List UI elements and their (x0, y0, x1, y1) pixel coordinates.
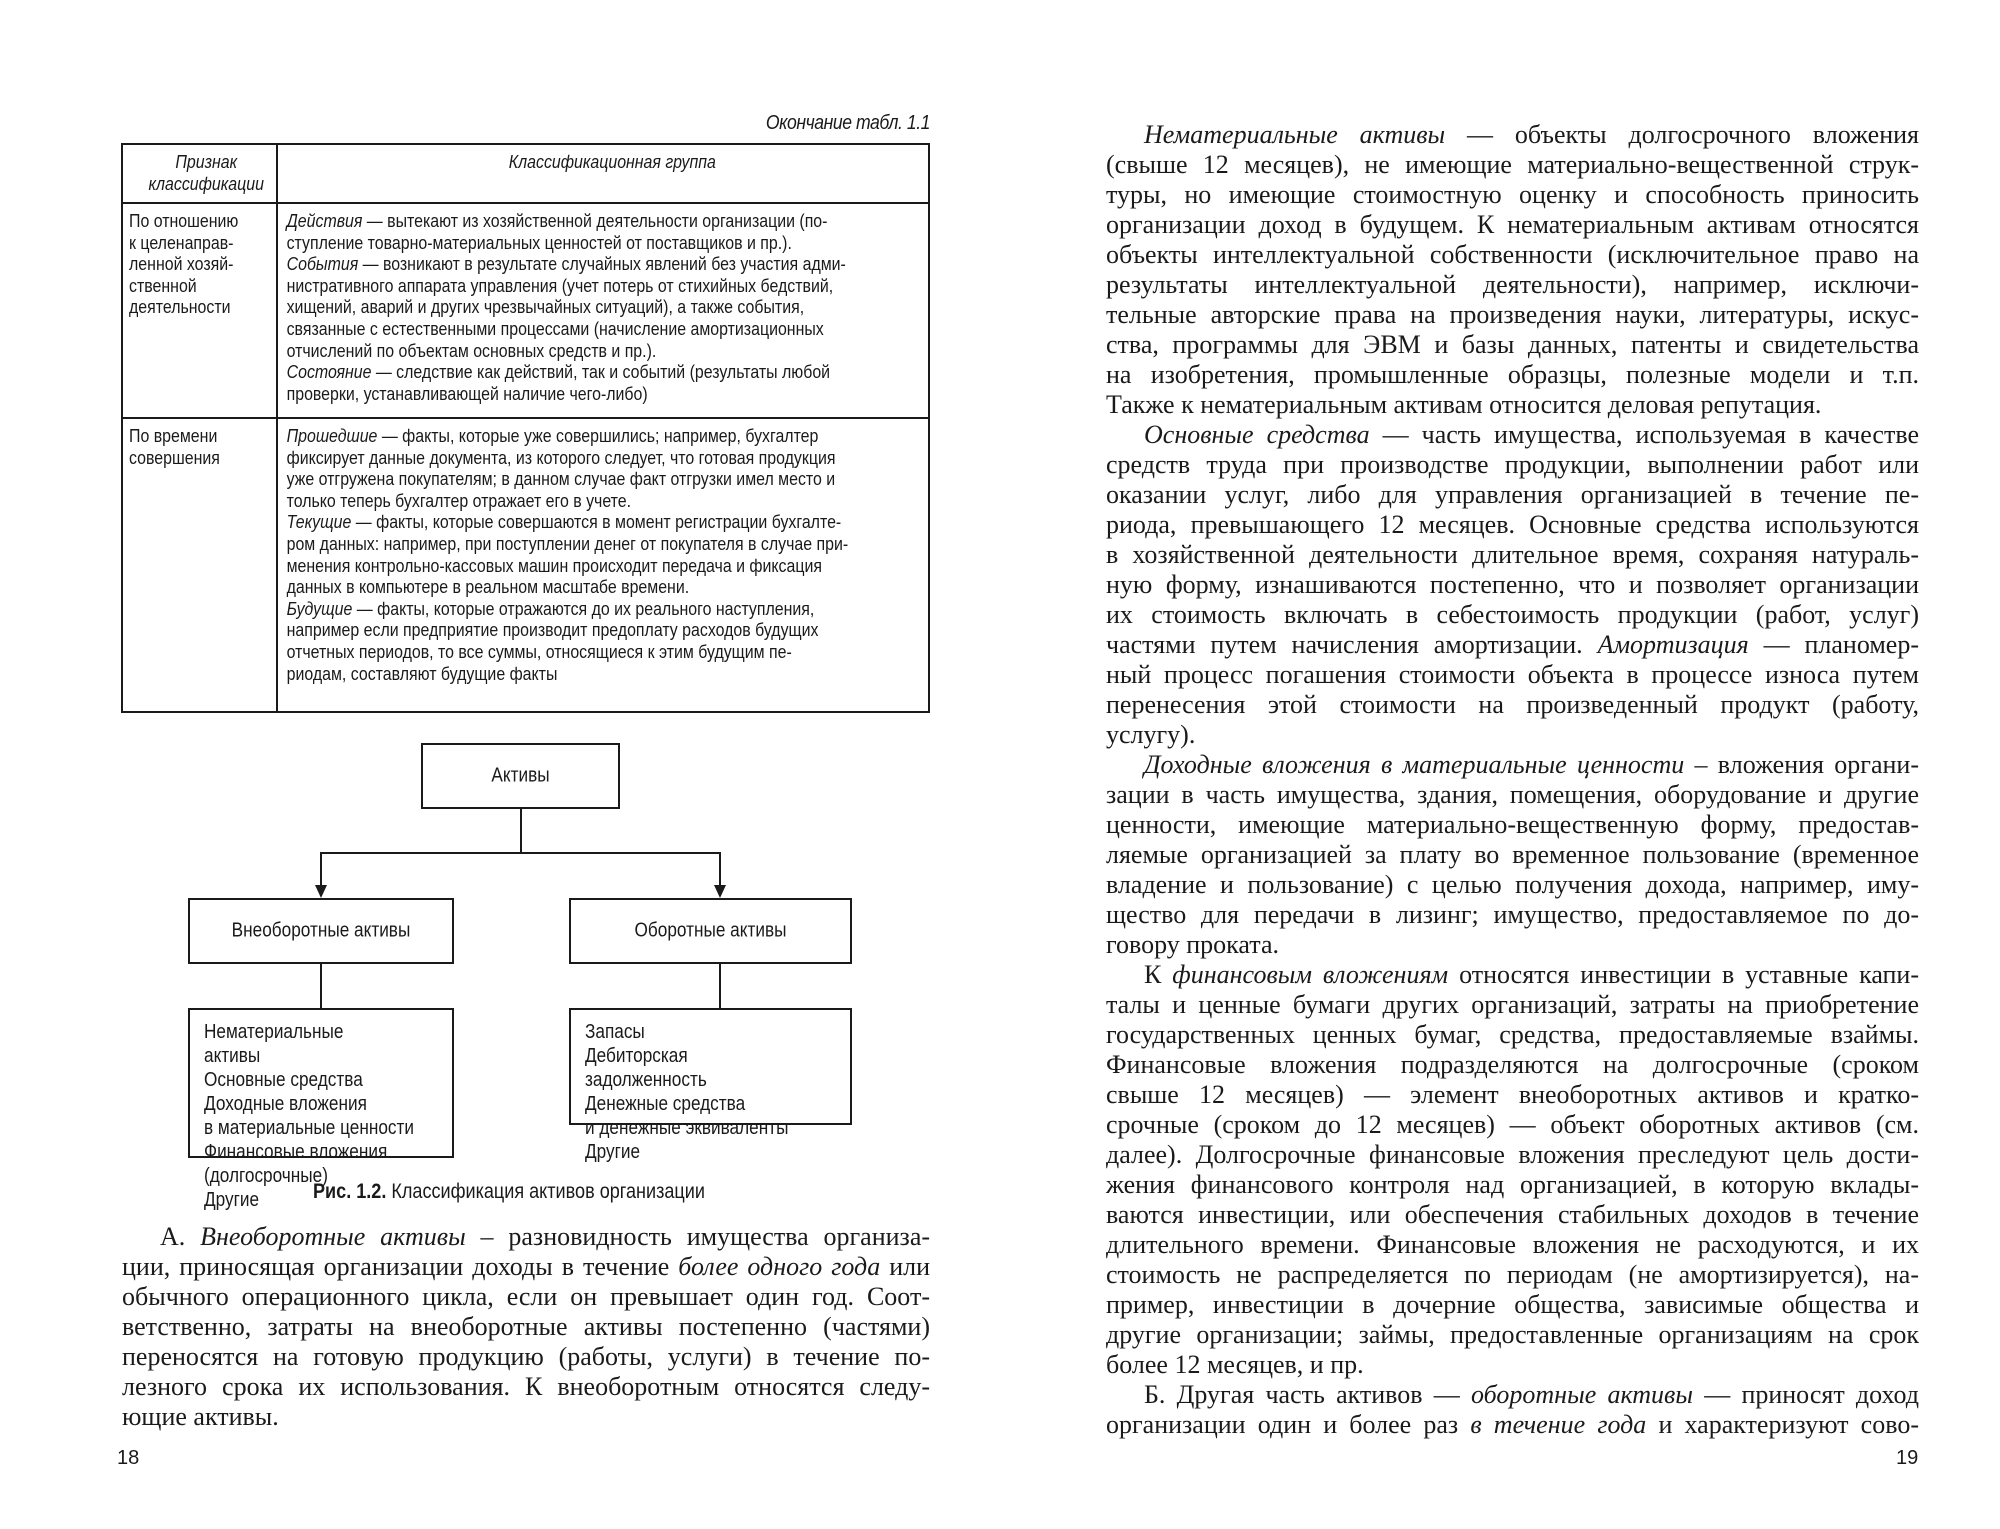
text-line: стоимость не распределяется по периодам (не амортизируется), на- (1106, 1260, 1919, 1289)
diagram-list-item: Доходные вложения (204, 1093, 367, 1115)
paragraph (122, 1222, 930, 1432)
criterion-line: совершения (129, 446, 220, 468)
group-line: уже отгружена покупателям; в данном случае факт отгрузки имел место и (286, 468, 836, 490)
text-line: ляемые организацией за плату во временное пользование (временное (1106, 840, 1919, 869)
text-line: ваются инвестиции, или обеспечения стабильных доходов в течение (1106, 1200, 1919, 1229)
text-line: ный процесс погашения стоимости объекта в процессе износа путем (1106, 660, 1919, 689)
current-assets-label: Оборотные активы (634, 919, 787, 942)
group-line: связанные с естественными процессами (начисление амортизационных (286, 317, 824, 339)
current-assets-list (585, 1020, 788, 1164)
group-term: Текущие (286, 511, 352, 533)
figure-title: Классификация активов организации (386, 1180, 705, 1203)
text-line: перенесения этой стоимости на произведенный продукт (работу, (1106, 690, 1919, 719)
text-line: обычного операционного цикла, если он превышает один год. Соот- (122, 1282, 930, 1311)
group-line: менения контрольно-кассовых машин происходит передача и фиксация (286, 554, 822, 576)
text-line: ции, приносящая организации доходы в течение более одного года или (122, 1252, 930, 1281)
group-term: Прошедшие (286, 425, 378, 446)
noncurrent-assets-label: Внеоборотные активы (231, 919, 411, 942)
group-line: отчислений по объектам основных средств и пр.). (286, 339, 657, 361)
criterion-line: деятельности (129, 296, 231, 318)
criterion-line: По отношению (129, 210, 239, 231)
connector-line (719, 964, 721, 1009)
connector-line (520, 809, 522, 854)
emphasis: Амортизация (1597, 630, 1749, 659)
right-page-body (1106, 120, 1919, 1440)
text-line: владение и пользование) с целью получения дохода, например, иму- (1106, 870, 1919, 899)
criterion-cell (122, 203, 277, 418)
text-line: щество для передачи в лизинг; имущество, предоставляемое по до- (1106, 900, 1919, 929)
text-line: говору проката. (1106, 930, 1280, 959)
text-line: ства, программы для ЭВМ и базы данных, патенты и свидетельства (1106, 330, 1919, 359)
arrow-down-icon (315, 885, 327, 898)
diagram-list-item: в материальные ценности (204, 1117, 415, 1139)
text-line: ветственно, затраты на внеоборотные активы постепенно (частями) (122, 1312, 930, 1341)
emphasis: Основные средства (1144, 420, 1370, 449)
text-line: их стоимость включать в себестоимость продукции (работ, услуг) (1106, 600, 1919, 629)
text-line: услугу). (1106, 720, 1196, 749)
emphasis: в течение года (1470, 1410, 1647, 1439)
header-group: Классификационная группа (277, 144, 929, 203)
text-line: туры, но имеющие стоимостную оценку и способность приносить (1106, 180, 1919, 209)
text-line: Б. Другая часть активов — оборотные активы — приносят доход (1144, 1380, 1919, 1409)
text-line: далее). Долгосрочные финансовые вложения преследуют цель дости- (1106, 1140, 1919, 1169)
text-line: Нематериальные активы — объекты долгосрочного вложения (1144, 120, 1919, 149)
text-line: результаты интеллектуальной деятельности), например, исключи- (1106, 270, 1919, 299)
text-line: лезного срока их использования. К внеоборотным относятся следу- (122, 1372, 930, 1401)
text-line: более 12 месяцев, и пр. (1106, 1350, 1364, 1379)
connector-line (320, 852, 322, 886)
group-line: проверки, устанавливающей наличие чего-либо) (286, 382, 648, 404)
diagram-list-item: (долгосрочные) (204, 1165, 328, 1187)
table-row (122, 418, 929, 712)
emphasis: финансовым вложениям (1172, 960, 1449, 989)
group-line: Текущие — факты, которые совершаются в момент регистрации бухгалте- (286, 511, 842, 533)
diagram-list-item: и денежные эквиваленты (585, 1117, 789, 1139)
diagram-root-box (421, 743, 620, 809)
connector-line (719, 852, 721, 886)
group-line: например если предприятие производит предоплату расходов будущих (286, 619, 819, 641)
text-line: на изобретения, промышленные образцы, полезные модели и т.п. (1106, 360, 1919, 389)
current-assets-list-box (569, 1008, 852, 1163)
connector-line (320, 964, 322, 1009)
group-line: риодам, составляют будущие факты (286, 662, 558, 684)
criterion-line: По времени (129, 425, 218, 446)
emphasis: Внеоборотные активы (200, 1222, 466, 1251)
criterion-line: к целенаправ- (129, 231, 234, 253)
text-line: Доходные вложения в материальные ценности – вложения органи- (1144, 750, 1919, 779)
text-line: переносятся на готовую продукцию (работы, услуги) в течение по- (122, 1342, 930, 1371)
text-line: Финансовые вложения подразделяются на долгосрочные (сроком (1106, 1050, 1919, 1079)
arrow-down-icon (714, 885, 726, 898)
current-assets-box (569, 898, 852, 964)
connector-line (320, 852, 721, 854)
text-line: длительного времени. Финансовые вложения не расходуются, и их (1106, 1230, 1919, 1259)
group-line: отчетных периодов, то все суммы, относящиеся к этим будущим пе- (286, 640, 792, 662)
text-line: (свыше 12 месяцев), не имеющие материально-вещественной струк- (1106, 150, 1919, 179)
text-line: ющие активы. (122, 1402, 279, 1431)
page-number: 19 (1896, 1447, 1919, 1469)
text-line: талы и ценные бумаги других организаций, затраты на приобретение (1106, 990, 1919, 1019)
diagram-list-item: Нематериальные (204, 1021, 344, 1043)
diagram-root-label: Активы (491, 764, 550, 787)
emphasis: Нематериальные активы (1144, 120, 1446, 149)
group-line: нистративного аппарата управления (учет потерь от стихийных бедствий, (286, 274, 834, 296)
text-line: ную форму, изнашиваются постепенно, что и позволяет организации (1106, 570, 1919, 599)
text-line: жения финансового контроля над организацией, в которую вклады- (1106, 1170, 1919, 1199)
figure-caption (313, 1180, 705, 1204)
table-header-row (122, 144, 929, 203)
paragraph (1106, 1380, 1919, 1440)
diagram-list-item: Основные средства (204, 1069, 363, 1091)
text-line: Также к нематериальным активам относится деловая репутация. (1106, 390, 1822, 419)
text-line: частями путем начисления амортизации. Амортизация — планомер- (1106, 630, 1920, 659)
paragraph (1106, 420, 1919, 750)
group-line: ступление товарно-материальных ценностей от поставщиков и пр.). (286, 231, 792, 253)
text-line: ценности, имеющие материально-вещественную форму, предостав- (1106, 810, 1919, 839)
text-line: в хозяйственной деятельности длительное время, сохраняя натураль- (1106, 540, 1919, 569)
criterion-cell (122, 418, 277, 712)
diagram-list-item: Другие (585, 1141, 641, 1163)
table-row (122, 203, 929, 418)
text-line: Основные средства — часть имущества, используемая в качестве (1144, 420, 1919, 449)
diagram-list-item: Запасы (585, 1021, 645, 1043)
text-line: другие организации; займы, предоставленные организациям на срок (1106, 1320, 1919, 1349)
emphasis: более одного года (678, 1252, 881, 1281)
diagram-list-item: активы (204, 1045, 261, 1067)
group-line: Прошедшие — факты, которые уже совершились; например, бухгалтер (286, 425, 819, 446)
text-line: А. Внеоборотные активы – разновидность имущества организа- (160, 1222, 931, 1251)
text-line: риода, превышающего 12 месяцев. Основные средства используются (1106, 510, 1919, 539)
group-line: ром данных: например, при поступлении денег от покупателя в случае при- (286, 532, 849, 554)
figure-number: Рис. 1.2. (313, 1180, 387, 1203)
page-number: 18 (117, 1447, 140, 1469)
noncurrent-assets-box (188, 898, 454, 964)
text-line: пример, инвестиции в дочерние общества, зависимые общества и (1106, 1290, 1919, 1319)
diagram-list-item: Финансовые вложения (204, 1141, 388, 1163)
group-line: данных в компьютере в реальном масштабе времени. (286, 576, 690, 598)
header-line: Признак (175, 151, 237, 172)
emphasis: оборотные активы (1471, 1380, 1693, 1409)
text-line: организации доход в будущем. К нематериальным активам относятся (1106, 210, 1919, 239)
paragraph (1106, 750, 1919, 960)
paragraph (1106, 120, 1919, 420)
text-line: средств труда при производстве продукции, выполнении работ или (1106, 450, 1919, 479)
text-line: оказании услуг, либо для управления организацией в течение пе- (1106, 480, 1919, 509)
header-line: классификации (148, 172, 264, 194)
emphasis: Доходные вложения в материальные ценности (1144, 750, 1685, 779)
group-term: События (286, 253, 359, 275)
criterion-line: ственной (129, 274, 197, 296)
text-line: государственных ценных бумаг, средства, предоставляемые взаймы. (1106, 1020, 1919, 1049)
paragraph (1106, 960, 1919, 1380)
group-term: Будущие (286, 597, 353, 619)
group-line: Состояние — следствие как действий, так и событий (результаты любой (286, 361, 831, 383)
diagram-list-item: Дебиторская (585, 1045, 688, 1067)
group-cell (277, 418, 929, 712)
text-line: зации в часть имущества, здания, помещения, оборудование и другие (1106, 780, 1919, 809)
group-term: Действия (286, 210, 363, 231)
diagram-list-item: Другие (204, 1189, 260, 1211)
group-cell (277, 203, 929, 418)
text-line: объекты интеллектуальной собственности (исключительное право на (1106, 240, 1919, 269)
text-line: тельные авторские права на произведения науки, литературы, искус- (1106, 300, 1919, 329)
diagram-list-item: Денежные средства (585, 1093, 746, 1115)
group-line: фиксирует данные документа, из которого следует, что готовая продукция (286, 446, 836, 468)
text-line: срочные (сроком до 12 месяцев) — объект оборотных активов (см. (1106, 1110, 1919, 1139)
criterion-line: ленной хозяй- (129, 253, 234, 275)
text-line: организации один и более раз в течение года и характеризуют сово- (1106, 1410, 1919, 1439)
group-line: Действия — вытекают из хозяйственной деятельности организации (по- (286, 210, 828, 231)
group-line: События — возникают в результате случайных явлений без участия адми- (286, 253, 846, 275)
group-line: хищений, аварий и других чрезвычайных ситуаций), а также события, (286, 296, 805, 318)
text-line: К финансовым вложениям относятся инвестиции в уставные капи- (1144, 960, 1919, 989)
header-criterion (122, 144, 277, 203)
text-line: свыше 12 месяцев) — элемент внеоборотных активов и кратко- (1106, 1080, 1919, 1109)
diagram-list-item: задолженность (585, 1069, 707, 1091)
group-line: Будущие — факты, которые отражаются до их реального наступления, (286, 597, 815, 619)
paragraph-a (122, 1222, 930, 1432)
classification-table (121, 143, 930, 713)
group-term: Состояние (286, 361, 372, 383)
table-continuation-label: Окончание табл. 1.1 (765, 112, 930, 134)
group-line: только теперь бухгалтер отражает его в учете. (286, 489, 632, 511)
